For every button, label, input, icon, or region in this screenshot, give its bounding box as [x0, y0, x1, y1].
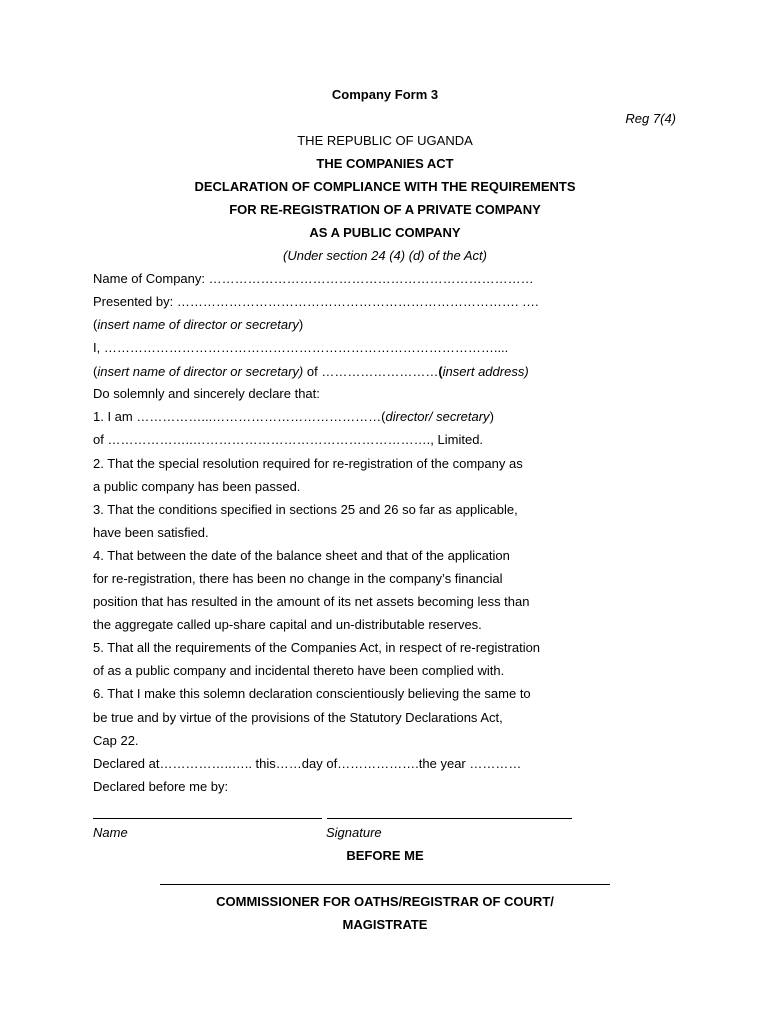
signature-label: Signature: [326, 825, 382, 840]
declaration-4-line-4: the aggregate called up-share capital and un-distributable reserves.: [93, 617, 482, 632]
declaration-title-line-3: AS A PUBLIC COMPANY: [309, 225, 461, 240]
presented-by-field: Presented by: ……………………………………………………………………. ….: [93, 294, 539, 309]
before-me-heading: BEFORE ME: [346, 848, 424, 863]
declaration-4-line-2: for re-registration, there has been no change in the company’s financial: [93, 571, 503, 586]
declaration-6-line-3: Cap 22.: [93, 733, 139, 748]
paren-open: (: [438, 364, 443, 379]
declaration-3-line-1: 3. That the conditions specified in sections 25 and 26 so far as applicable,: [93, 502, 518, 517]
declaration-5-line-2: of as a public company and incidental thereto have been complied with.: [93, 663, 505, 678]
declared-at-field: Declared at……………..….. this……day of……………….the year …………: [93, 756, 522, 771]
signature-line: [327, 818, 572, 819]
commissioner-signature-line: [160, 884, 610, 885]
form-title: Company Form 3: [331, 87, 439, 102]
declaration-2-line-1: 2. That the special resolution required for re-registration of the company as: [93, 456, 523, 471]
act-heading: THE COMPANIES ACT: [316, 156, 454, 171]
commissioner-title: COMMISSIONER FOR OATHS/REGISTRAR OF COURT/: [216, 894, 554, 909]
insert-director-text: insert name of director or secretary): [97, 364, 304, 379]
paren-open: (: [93, 317, 98, 332]
paren-open: (: [93, 364, 98, 379]
name-of-company-field: Name of Company: …………………………………………………………………: [93, 271, 534, 286]
address-field: of ………………………: [303, 364, 439, 379]
declaration-1: [93, 409, 494, 425]
magistrate-title: MAGISTRATE: [342, 917, 428, 932]
name-label: Name: [93, 825, 128, 840]
declaration-1-text: 1. I am ……………...…………………………………(: [93, 409, 386, 424]
declaration-3-line-2: have been satisfied.: [93, 525, 209, 540]
paren-close: ): [489, 409, 494, 424]
declaration-5-line-1: 5. That all the requirements of the Companies Act, in respect of re-registration: [93, 640, 541, 655]
insert-address-text: insert address): [442, 364, 529, 379]
declaration-title-line-2: FOR RE-REGISTRATION OF A PRIVATE COMPANY: [229, 202, 541, 217]
declaration-1-of: of ………………..………………………………………………., Limited.: [93, 432, 484, 447]
reg-reference: Reg 7(4): [625, 111, 676, 126]
declared-before-label: Declared before me by:: [93, 779, 229, 794]
declaration-4-line-1: 4. That between the date of the balance sheet and that of the application: [93, 548, 510, 563]
declarant-name-field: I, ………………………………………………………………………………....: [93, 340, 509, 355]
declaration-4-line-3: position that has resulted in the amount of its net assets becoming less than: [93, 594, 530, 609]
insert-director-text: insert name of director or secretary: [97, 317, 299, 332]
solemn-declaration-intro: Do solemnly and sincerely declare that:: [93, 386, 320, 401]
name-signature-line: [93, 818, 322, 819]
section-reference: (Under section 24 (4) (d) of the Act): [283, 248, 487, 263]
declaration-2-line-2: a public company has been passed.: [93, 479, 301, 494]
director-secretary-text: director/ secretary: [385, 409, 490, 424]
insert-director-note-1: [93, 317, 303, 333]
insert-director-note-2: [93, 364, 529, 380]
declaration-6-line-1: 6. That I make this solemn declaration conscientiously believing the same to: [93, 686, 531, 701]
paren-close: ): [298, 317, 304, 332]
republic-heading: THE REPUBLIC OF UGANDA: [297, 133, 473, 148]
declaration-title-line-1: DECLARATION OF COMPLIANCE WITH THE REQUIREMENTS: [194, 179, 576, 194]
declaration-6-line-2: be true and by virtue of the provisions of the Statutory Declarations Act,: [93, 710, 503, 725]
